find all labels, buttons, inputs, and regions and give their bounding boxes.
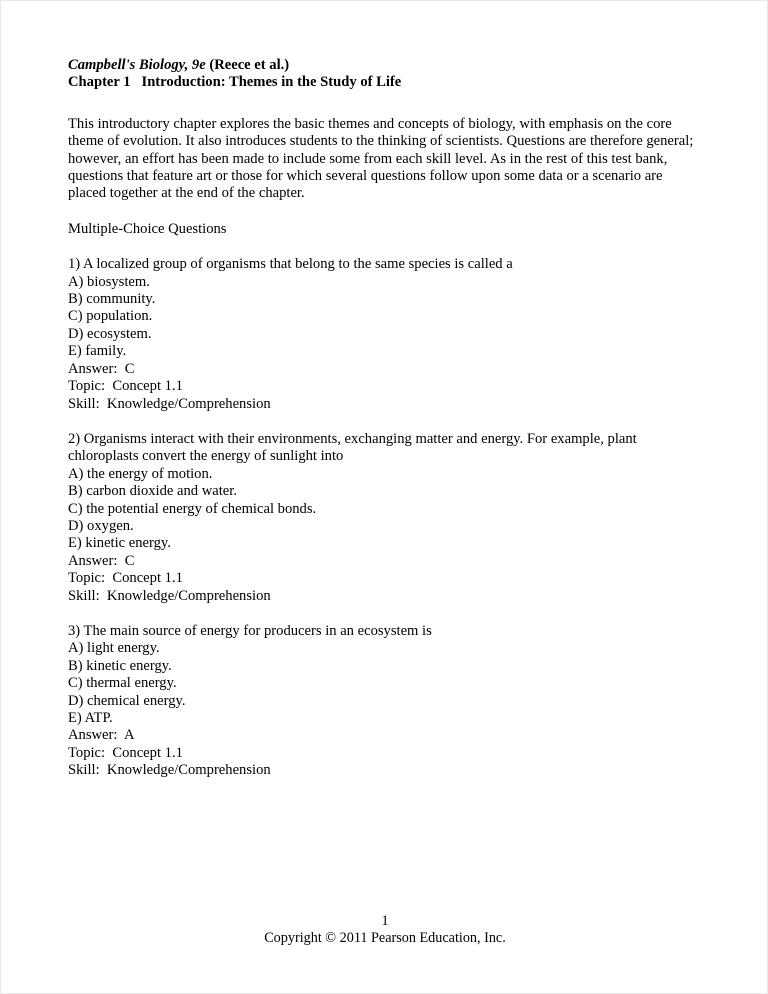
question-option: E) kinetic energy. [68,535,171,552]
copyright-line: Copyright © 2011 Pearson Education, Inc. [264,930,506,947]
question-option: D) oxygen. [68,517,134,534]
skill-line: Skill: Knowledge/Comprehension [68,587,271,604]
question-option: D) ecosystem. [68,325,152,342]
question-block-2 [68,431,704,605]
question-prompt: 2) Organisms interact with their environments, exchanging matter and energy. For example, plant chloroplasts convert the energy of sunlight into [68,430,641,465]
question-option: A) biosystem. [68,273,150,290]
question-option: D) chemical energy. [68,692,186,709]
question-option: E) ATP. [68,710,113,726]
topic-line: Topic: Concept 1.1 [68,744,183,761]
question-option: C) the potential energy of chemical bonds. [68,500,317,517]
page-footer [1,913,768,948]
question-option: A) the energy of motion. [68,465,213,482]
chapter-title: Chapter 1 Introduction: Themes in the Study of Life [68,74,402,91]
question-block-3 [68,623,704,780]
question-option: C) population. [68,308,153,325]
intro-paragraph: This introductory chapter explores the basic themes and concepts of biology, with emphasis on the core theme of evolution. It also introduces students to the thinking of scientists. Questions are therefore general; however, an effort has been made to include some from each skill level. As in the rest of this test bank, questions that feature art or those for which several questions follow upon some data or a scenario are placed together at the end of the chapter. [68,115,694,202]
topic-line: Topic: Concept 1.1 [68,570,183,587]
page-number: 1 [381,913,389,929]
skill-line: Skill: Knowledge/Comprehension [68,762,271,779]
topic-line: Topic: Concept 1.1 [68,378,183,395]
book-title: Campbell's Biology, 9e [68,57,206,73]
question-option: C) thermal energy. [68,675,177,692]
book-authors: (Reece et al.) [205,57,290,73]
question-option: A) light energy. [68,640,160,657]
question-option: B) kinetic energy. [68,657,172,674]
question-prompt: 1) A localized group of organisms that belong to the same species is called a [68,256,513,273]
answer-line: Answer: C [68,360,135,377]
answer-line: Answer: A [68,727,135,744]
answer-line: Answer: C [68,552,135,569]
question-option: E) family. [68,343,127,360]
question-option: B) community. [68,291,156,308]
section-heading: Multiple-Choice Questions [68,220,227,237]
question-prompt: 3) The main source of energy for producers in an ecosystem is [68,622,432,639]
book-title-line [68,57,704,74]
document-header [68,57,704,92]
question-option: B) carbon dioxide and water. [68,483,237,500]
skill-line: Skill: Knowledge/Comprehension [68,395,271,412]
document-content [68,57,704,798]
question-block-1 [68,256,704,413]
